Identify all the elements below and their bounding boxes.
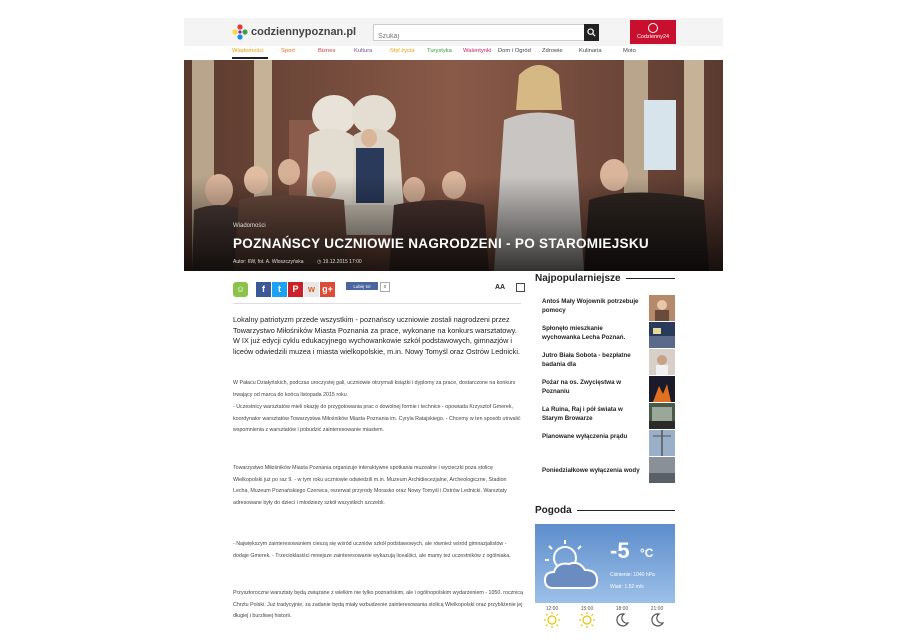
chat-icon: ☺ bbox=[235, 284, 246, 294]
forecast-hour bbox=[542, 606, 562, 630]
popular-item[interactable] bbox=[535, 457, 675, 483]
article-title: POZNAŃSCY UCZNIOWIE NAGRODZENI - PO STAROMIEJSKU bbox=[233, 236, 649, 251]
weather-pressure: Ciśnienie: 1040 hPa bbox=[610, 572, 655, 578]
popular-item-title[interactable]: Spłonęło mieszkanie wychowanka Lecha Poznań. bbox=[542, 325, 626, 341]
codzienny24-button[interactable] bbox=[630, 20, 676, 44]
forecast-time: 18:00 bbox=[615, 606, 629, 612]
search-button[interactable] bbox=[584, 24, 599, 41]
nav-item-wiadomosci[interactable]: Wiadomości bbox=[232, 48, 264, 54]
nav-item-turystyka[interactable]: Turystyka bbox=[427, 48, 452, 54]
search-input[interactable] bbox=[374, 30, 572, 43]
weather-temperature: -5 bbox=[610, 538, 630, 563]
wykop-share-button[interactable] bbox=[304, 282, 319, 297]
sun-cloud-icon bbox=[539, 536, 605, 596]
popular-item-title[interactable]: Antoś Mały Wojownik potrzebuje pomocy bbox=[542, 298, 639, 314]
article-paragraph: Towarzystwo Miłośników Miasta Poznania organizuje interaktywne spotkania muzealne i wycieczki poza stolicę Wielkopolski już po raz 9. - w tym roku uczniowie odwiedzili m.in. Muzeum Archidiecezjalne, Archeologiczne, Stadion Lecha, Muzeum Poznańskiego Czerwca, rezerwat przyrody Morasko oraz Nowy Tomyśl i Ostrów Lednicki. Warsztaty adresowane były do dzieci i młodzieży szkół wszystkich szczebli. bbox=[233, 465, 507, 507]
pinterest-share-button[interactable] bbox=[288, 282, 303, 297]
hero-category[interactable]: Wiadomości bbox=[233, 223, 266, 229]
moon-icon bbox=[649, 612, 665, 628]
forecast-time: 12:00 bbox=[545, 606, 559, 612]
print-icon[interactable] bbox=[516, 283, 525, 292]
nav-item-walentynki[interactable]: Walentynki bbox=[463, 48, 492, 54]
popular-item-thumbnail bbox=[649, 349, 675, 375]
weather-wind: Wiatr: 1.52 m/s bbox=[610, 584, 644, 590]
article-lead: Lokalny patriotyzm przede wszystkim - poznańscy uczniowie zostali nagrodzeni przez Towarzystwo Miłośników Miasta Poznania za prace, wykonane na konkurs warsztatowy. W IX już edycji cyklu edukacyjnego wychowankowie szkół podstawowych, gimnazjów i liceów odwiedzili muzea i miasta wielkopolskie, m.in. Nowy Tomyśl oraz Ostrów Lednicki. bbox=[233, 315, 520, 356]
popular-item-thumbnail bbox=[649, 376, 675, 402]
nav-item-biznes[interactable]: Biznes bbox=[318, 48, 336, 54]
site-name: codziennypoznan.pl bbox=[251, 26, 357, 38]
googleplus-icon: g+ bbox=[322, 284, 333, 294]
sun-icon bbox=[579, 612, 595, 628]
page bbox=[184, 18, 723, 641]
popular-item[interactable] bbox=[535, 403, 675, 429]
facebook-share-button[interactable] bbox=[256, 282, 271, 297]
pinterest-icon: P bbox=[292, 284, 299, 294]
popular-heading bbox=[535, 273, 675, 284]
nav-active-indicator bbox=[232, 57, 268, 59]
popular-item-thumbnail bbox=[649, 403, 675, 429]
fb-like-label: Lubię to! bbox=[353, 283, 371, 289]
popular-item[interactable] bbox=[535, 430, 675, 456]
nav-item-styl-zycia[interactable]: Styl życia bbox=[390, 48, 415, 54]
moon-icon bbox=[614, 612, 630, 628]
logo-mark-icon bbox=[232, 24, 248, 40]
popular-item-title[interactable]: Poniedziałkowe wyłączenia wody bbox=[542, 467, 640, 474]
comment-button[interactable] bbox=[233, 282, 248, 297]
facebook-like-count: 0 bbox=[380, 282, 390, 292]
weather-heading bbox=[535, 505, 675, 516]
heading-rule bbox=[626, 278, 675, 279]
search-box bbox=[373, 24, 588, 41]
weather-widget bbox=[535, 505, 675, 637]
googleplus-share-button[interactable] bbox=[320, 282, 335, 297]
forecast-hour bbox=[577, 606, 597, 630]
popular-item[interactable] bbox=[535, 349, 675, 375]
nav-item-dom-i-ogrod[interactable]: Dom i Ogród bbox=[498, 48, 531, 54]
article-paragraph: Przyszłoroczne warsztaty będą związane z wielkim nie tylko poznańskim, ale i ogólnopolskim wydarzeniem - 1050. rocznicą Chrztu Polski. Już tradycyjnie, za zadanie będą miały wzbudzenie zainteresowania stolicą Wielkopolski oraz przybliżenie jej długiej i burzliwej historii. bbox=[233, 590, 523, 620]
popular-item-title[interactable]: Jutro Biała Sobota - bezpłatne badania dla bbox=[542, 352, 631, 368]
nav-item-kulinaria[interactable]: Kulinaria bbox=[579, 48, 602, 54]
hero-image[interactable] bbox=[184, 60, 723, 271]
article-author: Autor: 6W, fot. A. Włoszczyńska bbox=[233, 259, 304, 265]
weather-title: Pogoda bbox=[535, 505, 572, 516]
sidebar bbox=[535, 273, 675, 612]
nav-item-sport[interactable]: Sport bbox=[281, 48, 295, 54]
share-bar bbox=[233, 280, 336, 298]
popular-item[interactable] bbox=[535, 376, 675, 402]
font-size-button[interactable]: AA bbox=[495, 284, 506, 291]
popular-item-thumbnail bbox=[649, 295, 675, 321]
search-icon bbox=[587, 28, 596, 37]
main-nav bbox=[232, 46, 702, 60]
popular-item[interactable] bbox=[535, 295, 675, 321]
phone-icon bbox=[648, 23, 658, 33]
forecast-time: 15:00 bbox=[580, 606, 594, 612]
article-paragraph: W Pałacu Działyńskich, podczas uroczystej gali, uczniowie otrzymali książki i dyplomy za prace, dostarczone na konkurs trwający od marca do końca listopada 2015 roku. bbox=[233, 380, 516, 398]
popular-item-thumbnail bbox=[649, 457, 675, 483]
clock-icon: ◷ bbox=[317, 259, 323, 265]
weather-current bbox=[535, 524, 675, 603]
facebook-icon: f bbox=[262, 284, 265, 294]
forecast-hour bbox=[647, 606, 667, 630]
article-date bbox=[317, 259, 362, 265]
twitter-share-button[interactable] bbox=[272, 282, 287, 297]
wykop-icon: w bbox=[307, 284, 315, 294]
forecast-hour bbox=[612, 606, 632, 630]
sun-icon bbox=[544, 612, 560, 628]
popular-item-title[interactable]: Planowane wyłączenia prądu bbox=[542, 433, 628, 440]
article-paragraph: - Największym zainteresowaniem cieszą się wśród uczniów szkół podstawowych, ale również wśród gimnazjalistów - dodaje Gmerek. - Trzecioklasiści mniejsze zainteresowanie wykazują licealiści, ale mamy też uczestników z ogólniaka. bbox=[233, 541, 511, 559]
popular-title: Najpopularniejsze bbox=[535, 273, 621, 284]
popular-item-title[interactable]: La Ruina, Raj i pół świata w Starym Browarze bbox=[542, 406, 623, 422]
popular-item[interactable] bbox=[535, 322, 675, 348]
facebook-like-button[interactable] bbox=[346, 282, 378, 290]
twitter-icon: t bbox=[278, 284, 281, 294]
forecast-time: 21:00 bbox=[650, 606, 664, 612]
nav-item-zdrowie[interactable]: Zdrowie bbox=[542, 48, 563, 54]
divider bbox=[233, 303, 521, 304]
heading-rule bbox=[577, 510, 675, 511]
site-logo[interactable] bbox=[232, 24, 356, 40]
nav-item-moto[interactable]: Moto bbox=[623, 48, 636, 54]
popular-item-thumbnail bbox=[649, 430, 675, 456]
codzienny24-label: Codzienny24 bbox=[636, 34, 670, 40]
weather-forecast bbox=[535, 606, 675, 636]
article-date-text: 19.12.2015 17:00 bbox=[322, 259, 362, 265]
popular-item-thumbnail bbox=[649, 322, 675, 348]
header bbox=[184, 18, 723, 46]
nav-item-kultura[interactable]: Kultura bbox=[354, 48, 373, 54]
weather-unit: °C bbox=[640, 546, 654, 560]
popular-item-title[interactable]: Pożar na os. Zwycięstwa w Poznaniu bbox=[542, 379, 622, 395]
article-paragraph: - Uczestnicy warsztatów mieli okazję do przygotowania prac o dowolnej formie i technice - opowiada Krzysztof Gmerek, koordynator warsztatów Towarzystwa Miłośników Miasta Poznania im. Cyryla Ratajskiego. - Chcemy w ten sposób utrwalić wspomnienia z warsztatów i pobudzić zainteresowanie miastem. bbox=[233, 404, 521, 434]
